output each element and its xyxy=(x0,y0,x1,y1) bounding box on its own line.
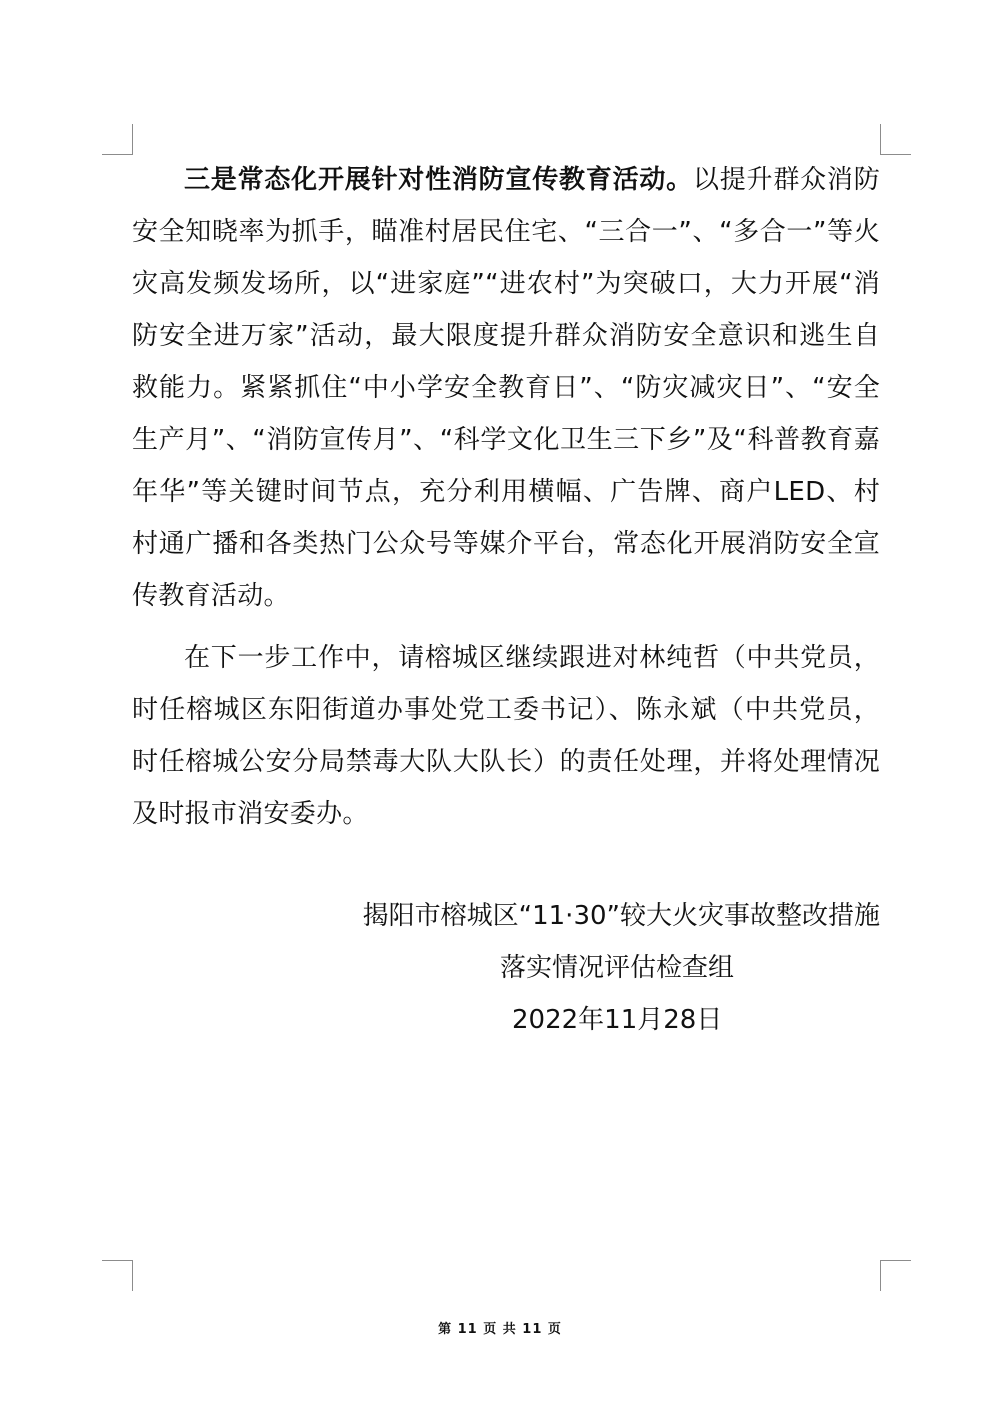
corner-mark-bottom-right xyxy=(880,1260,911,1291)
corner-mark-top-right xyxy=(880,124,911,155)
corner-mark-top-left xyxy=(102,124,133,155)
paragraph-next-steps: 在下一步工作中，请榕城区继续跟进对林纯哲（中共党员，时任榕城区东阳街道办事处党工委书记）、陈永斌（中共党员，时任榕城公安分局禁毒大队大队长）的责任处理，并将处理情况及时报市消安委办。 xyxy=(132,643,880,829)
signature-block xyxy=(132,890,880,1046)
document-body xyxy=(132,154,880,850)
signature-date: 2022年11月28日 xyxy=(512,1005,723,1035)
paragraph-body: 以提升群众消防安全知晓率为抓手，瞄准村居民住宅、“三合一”、“多合一”等火灾高发频发场所，以“进家庭”“进农村”为突破口，大力开展“消防安全进万家”活动，最大限度提升群众消防安全意识和逃生自救能力。紧紧抓住“中小学安全教育日”、“防灾减灾日”、“安全生产月”、“消防宣传月”、“科学文化卫生三下乡”及“科普教育嘉年华”等关键时间节点，充分利用横幅、广告牌、商户LED、村村通广播和各类热门公众号等媒介平台，常态化开展消防安全宣传教育活动。 xyxy=(132,165,880,611)
paragraph-lead-bold: 三是常态化开展针对性消防宣传教育活动。 xyxy=(184,165,693,195)
corner-mark-bottom-left xyxy=(102,1260,133,1291)
signature-organization-line2: 落实情况评估检查组 xyxy=(500,953,735,983)
signature-organization-line1: 揭阳市榕城区“11·30”较大火灾事故整改措施 xyxy=(362,901,880,931)
page-number-footer: 第 11 页 共 11 页 xyxy=(438,1322,562,1337)
paragraph-publicity-campaign xyxy=(132,154,880,622)
